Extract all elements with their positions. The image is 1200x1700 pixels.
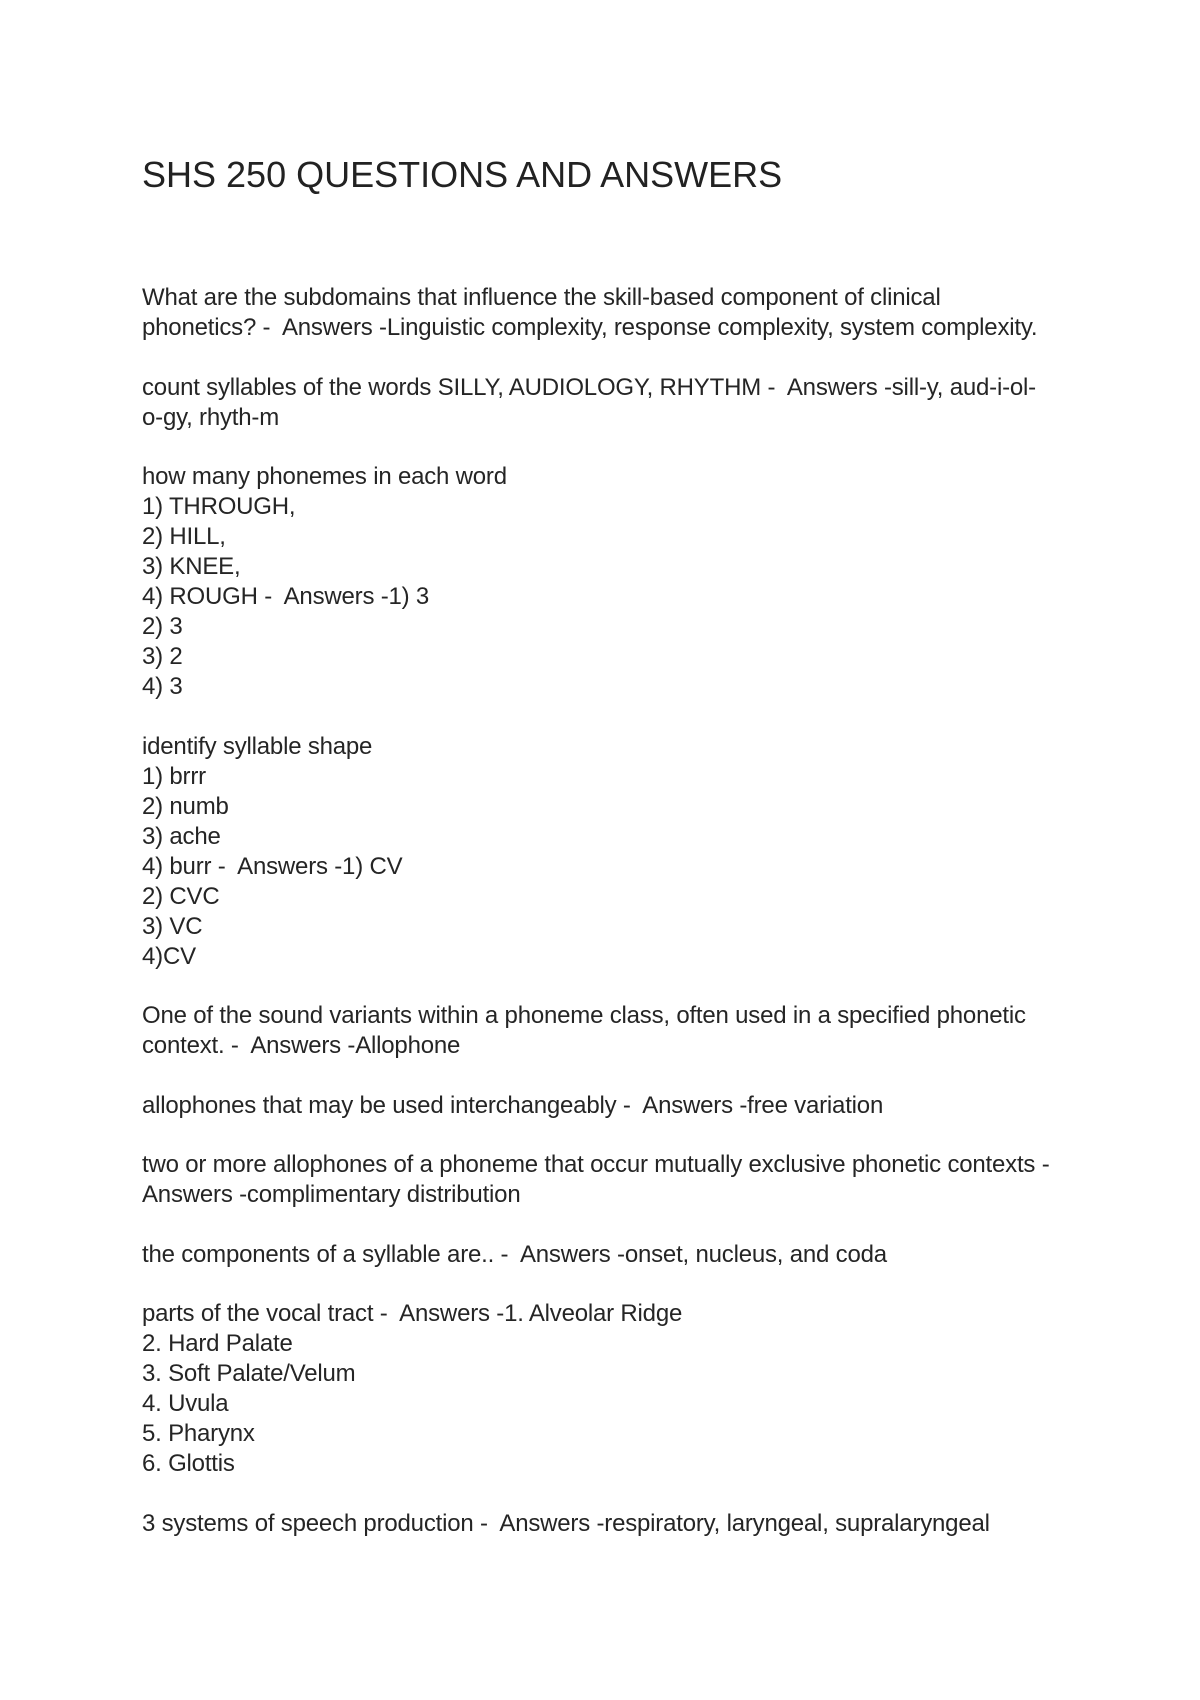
qa-item: identify syllable shape 1) brrr 2) numb 3) ache 4) burr - Answers -1) CV 2) CVC 3) VC 4)CV — [142, 732, 403, 970]
qa-item: One of the sound variants within a phoneme class, often used in a specified phonetic context. - Answers -Allophone — [142, 1002, 1026, 1059]
page-title: SHS 250 QUESTIONS AND ANSWERS — [142, 154, 783, 195]
qa-item: allophones that may be used interchangeably - Answers -free variation — [142, 1091, 884, 1119]
qa-item: count syllables of the words SILLY, AUDIOLOGY, RHYTHM - Answers -sill-y, aud-i-ol- o-gy, rhyth-m — [142, 373, 1036, 431]
qa-item: parts of the vocal tract - Answers -1. Alveolar Ridge 2. Hard Palate 3. Soft Palate/Velum 4. Uvula 5. Pharynx 6. Glottis — [142, 1300, 683, 1477]
qa-list — [142, 283, 1082, 1539]
qa-item: two or more allophones of a phoneme that occur mutually exclusive phonetic contexts - Answers -complimentary distribution — [142, 1151, 1050, 1208]
qa-item: how many phonemes in each word 1) THROUGH, 2) HILL, 3) KNEE, 4) ROUGH - Answers -1) 3 2) 3 3) 2 4) 3 — [142, 463, 507, 700]
qa-item: the components of a syllable are.. - Answers -onset, nucleus, and coda — [142, 1240, 887, 1268]
qa-item: 3 systems of speech production - Answers -respiratory, laryngeal, supralaryngeal — [142, 1509, 990, 1537]
qa-item: What are the subdomains that influence the skill-based component of clinical phonetics? - Answers -Linguistic complexity, response complexity, system complexity. — [142, 284, 1038, 341]
document-page — [142, 150, 1082, 1568]
